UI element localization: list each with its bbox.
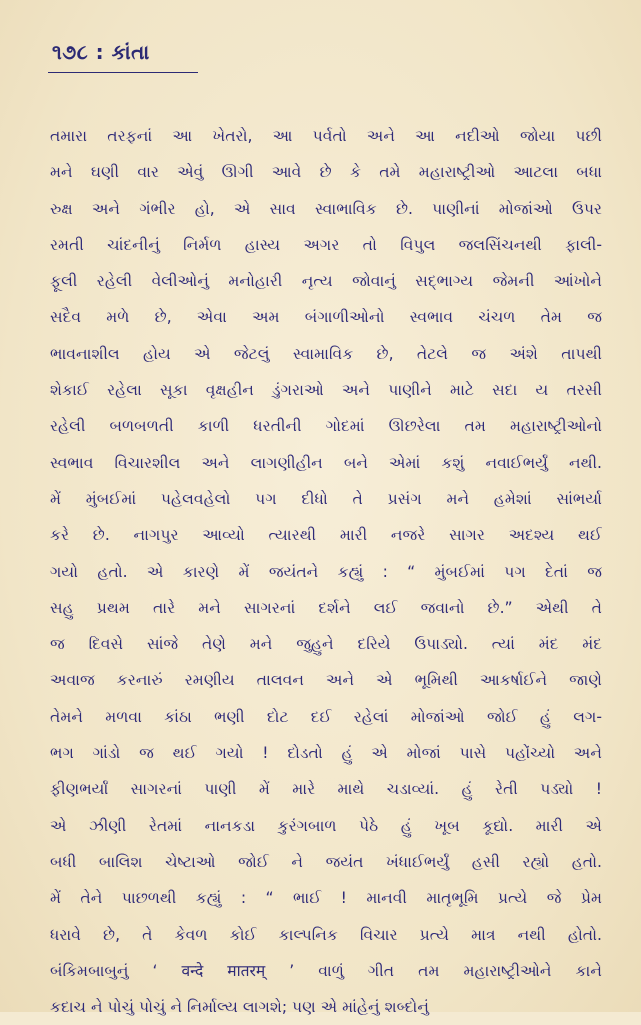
header-separator: : bbox=[95, 40, 105, 64]
text-line: ફૂલી રહેલી વેલીઓનું મનોહારી નૃત્ય જોવાનું સદ્ભાગ્ય જેમની આંખોને bbox=[50, 272, 602, 291]
text-line: મને ઘણી વાર એવું ઊગી આવે છે કે તમે મહારાષ્ટ્રીઓ આટલા બધા bbox=[50, 163, 602, 182]
text-line: કરે છે. નાગપુર આવ્યો ત્યારથી મારી નજરે સાગર અદશ્ય થઈ bbox=[50, 526, 602, 545]
text-line: બંકિમબાબુનું ‘ वन्दे मातरम् ’ વાળું ગીત તમ મહારાષ્ટ્રીઓને કાને bbox=[50, 961, 602, 980]
text-line: ધરાવે છે, તે કેવળ કોઈ કાલ્પનિક વિચાર પ્રત્યે માત્ર નથી હોતો. bbox=[50, 925, 602, 944]
text-line: એ ઝીણી રેતમાં નાનકડા કુરંગબાળ પેઠે હું ખૂબ કૂદ્યો. મારી એ bbox=[50, 816, 602, 835]
text-line: બધી બાલિશ ચેષ્ટાઓ જોઈ ને જયંત ખંધાઈભર્યું હસી રહ્યો હતો. bbox=[50, 852, 602, 871]
text-line: ભાવનાશીલ હોય એ જેટલું સ્વામાવિક છે, તેટલે જ અંશે તાપથી bbox=[50, 344, 602, 363]
text-line: સ્વભાવ વિચારશીલ અને લાગણીહીન બને એમાં કશું નવાઈભર્યું નથી. bbox=[50, 453, 602, 472]
text-line: સહુ પ્રથમ તારે મને સાગરનાં દર્શને લઈ જવાનો છે.” એથી તે bbox=[50, 598, 602, 617]
text-line: મેં મુંબઈમાં પહેલવહેલો પગ દીધો તે પ્રસંગ મને હમેશાં સાંભર્યા bbox=[50, 489, 602, 508]
text-line: રુક્ષ અને ગંભીર હો, એ સાવ સ્વાભાવિક છે. પાણીનાં મોજાંઓ ઉપર bbox=[50, 199, 602, 218]
text-line: તેમને મળવા કાંઠા ભણી દોટ દઈ રહેલાં મોજાંઓ જોઈ હું લગ- bbox=[50, 707, 602, 726]
text-line: જ દિવસે સાંજે તેણે મને જુહુને દરિયે ઉપાડ્યો. ત્યાં મંદ મંદ bbox=[50, 635, 602, 654]
text-line: અવાજ કરનારું રમણીય તાલવન અને એ ભૂમિથી આકર્ષાઈને જાણે bbox=[50, 671, 602, 690]
text-line: કદાચ ને પોચું પોચું ને નિર્માલ્ય લાગશે; પણ એ માંહેનું શબ્દોનું bbox=[50, 998, 429, 1017]
body-text bbox=[50, 118, 602, 1025]
text-line: ગયો હતો. એ કારણે મેં જયંતને કહ્યું : “ મુંબઈમાં પગ દેતાં જ bbox=[50, 562, 602, 581]
text-line: તમારા તરફનાં આ ખેતરો, આ પર્વતો અને આ નદીઓ જોયા પછી bbox=[50, 127, 602, 145]
header-rule bbox=[48, 72, 198, 73]
text-line: ફીણભર્યાં સાગરનાં પાણી મેં મારે માથે ચડાવ્યાં. હું રેતી પડ્યો ! bbox=[50, 780, 602, 799]
text-line: રમતી ચાંદનીનું નિર્મળ હાસ્ય અગર તો વિપુલ જલસિંચનથી ફાલી- bbox=[50, 235, 602, 254]
text-line: રહેલી બળબળતી કાળી ધરતીની ગોદમાં ઊછરેલા તમ મહારાષ્ટ્રીઓનો bbox=[50, 417, 602, 436]
text-line: સદૈવ મળે છે, એવા અમ બંગાળીઓનો સ્વભાવ ચંચળ તેમ જ bbox=[50, 308, 602, 327]
text-line: મેં તેને પાછળથી કહ્યું : “ ભાઈ ! માનવી માતૃભૂમિ પ્રત્યે જે પ્રેમ bbox=[50, 889, 602, 908]
text-line: ભગ ગાંડો જ થઈ ગયો ! દોડતો હું એ મોજાં પાસે પહોંચ્યો અને bbox=[50, 744, 602, 763]
running-title: કાંતા bbox=[111, 40, 150, 64]
page-number: ૧૭૮ bbox=[52, 40, 89, 64]
page-header bbox=[52, 40, 150, 64]
text-line: શેકાઈ રહેલા સૂકા વૃક્ષહીન ડુંગરાઓ અને પાણીને માટે સદા ય તરસી bbox=[50, 381, 602, 400]
